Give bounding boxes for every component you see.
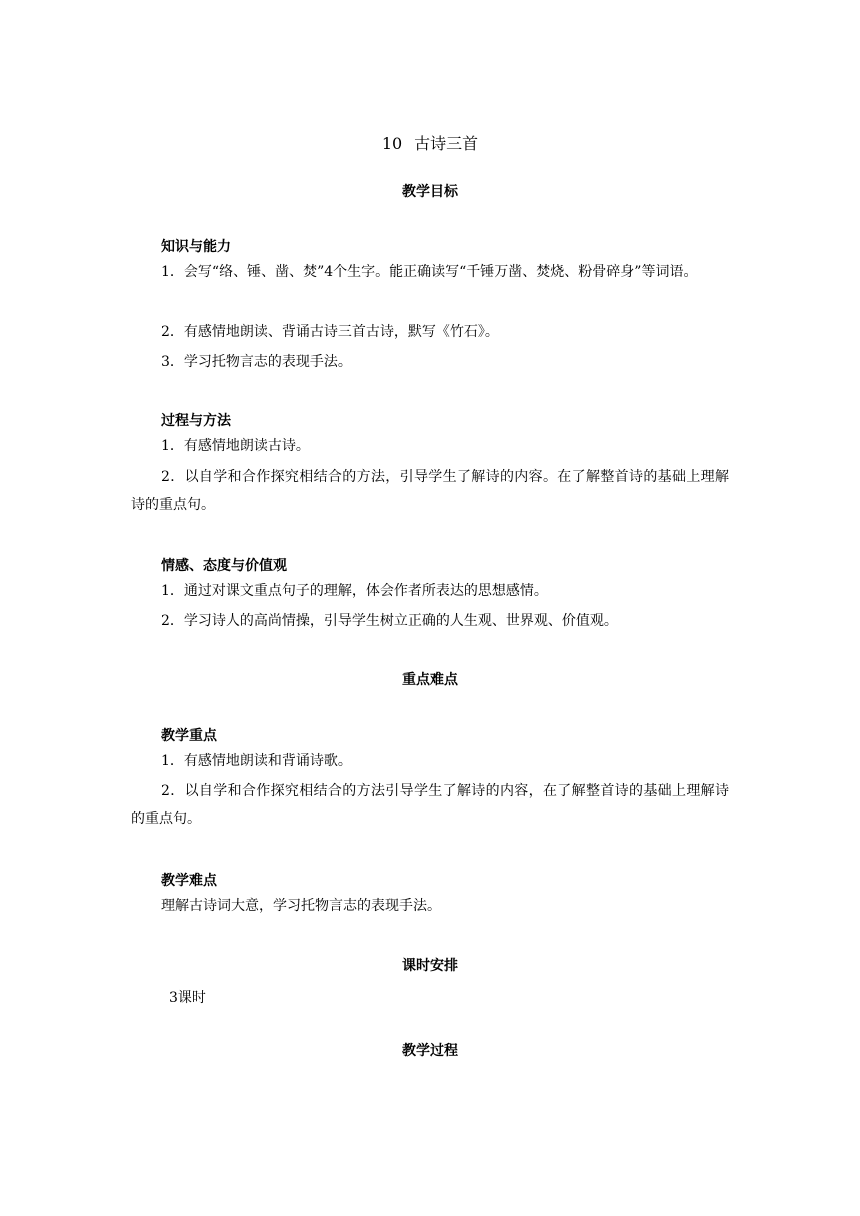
knowledge-item-2: 2．有感情地朗读、背诵古诗三首古诗，默写《竹石》。 bbox=[161, 324, 499, 340]
lesson-number: 10 bbox=[381, 134, 403, 153]
subheading-process-method: 过程与方法 bbox=[161, 413, 231, 429]
section-heading-objectives: 教学目标 bbox=[402, 184, 458, 200]
section-heading-process: 教学过程 bbox=[402, 1043, 458, 1059]
knowledge-item-3: 3．学习托物言志的表现手法。 bbox=[161, 354, 352, 370]
subheading-knowledge: 知识与能力 bbox=[161, 239, 231, 255]
teaching-key-item-2: 2．以自学和合作探究相结合的方法引导学生了解诗的内容，在了解整首诗的基础上理解诗的重点句。 bbox=[131, 783, 729, 827]
emotion-item-1: 1．通过对课文重点句子的理解，体会作者所表达的思想感情。 bbox=[161, 583, 548, 599]
teaching-difficulty-text: 理解古诗词大意，学习托物言志的表现手法。 bbox=[161, 898, 441, 914]
knowledge-item-1: 1．会写“络、锤、凿、焚”4个生字。能正确读写“千锤万凿、焚烧、粉骨碎身”等词语。 bbox=[161, 264, 698, 280]
subheading-emotion: 情感、态度与价值观 bbox=[161, 558, 287, 574]
lesson-title bbox=[0, 131, 860, 154]
subheading-teaching-difficulty: 教学难点 bbox=[161, 873, 217, 889]
process-method-item-1: 1．有感情地朗读古诗。 bbox=[161, 438, 310, 454]
section-heading-key-points: 重点难点 bbox=[402, 672, 458, 688]
section-heading-schedule: 课时安排 bbox=[402, 958, 458, 974]
teaching-key-item-1: 1．有感情地朗读和背诵诗歌。 bbox=[161, 753, 352, 769]
subheading-teaching-key: 教学重点 bbox=[161, 728, 217, 744]
process-method-item-2: 2．以自学和合作探究相结合的方法，引导学生了解诗的内容。在了解整首诗的基础上理解诗的重点句。 bbox=[131, 469, 729, 513]
lesson-title-text: 古诗三首 bbox=[414, 134, 479, 153]
schedule-text: 3课时 bbox=[169, 990, 206, 1006]
emotion-item-2: 2．学习诗人的高尚情操，引导学生树立正确的人生观、世界观、价值观。 bbox=[161, 613, 618, 629]
